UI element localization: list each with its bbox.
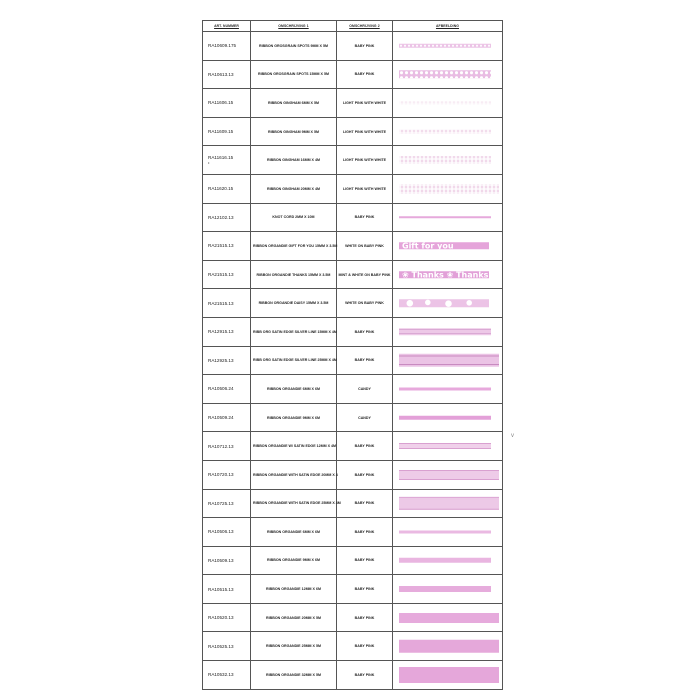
article-number-cell <box>203 575 251 604</box>
table-row <box>203 146 503 175</box>
image-cell <box>393 60 503 89</box>
article-number-cell <box>203 346 251 375</box>
table-row <box>203 489 503 518</box>
table-row <box>203 375 503 404</box>
image-cell <box>393 403 503 432</box>
image-cell <box>393 260 503 289</box>
ribbon-swatch-dots-large <box>399 71 491 79</box>
description-cell: RIBBON ORGANDIE 32MM X 5M <box>251 661 337 690</box>
image-cell <box>393 375 503 404</box>
article-number-cell <box>203 289 251 318</box>
ribbon-swatch-plain <box>399 613 499 623</box>
color-cell: BABY PINK <box>337 346 393 375</box>
image-cell <box>393 89 503 118</box>
table-row <box>203 117 503 146</box>
color-cell: BABY PINK <box>337 489 393 518</box>
table-row <box>203 632 503 661</box>
ribbon-print-text: Gift for you <box>402 242 454 250</box>
header-description-1: OMSCHRIJVING 1 <box>251 21 337 32</box>
ribbon-swatch-edged <box>399 443 491 449</box>
article-number: RA10506.24 <box>208 386 234 392</box>
ribbon-print-text: ❀ Thanks ❀ Thanks <box>402 270 489 279</box>
description-cell: RIBBON ORGANDIE W/ SATIN EDGE 12MM X 4M <box>251 432 337 461</box>
ribbon-swatch-edged <box>399 497 499 510</box>
description-cell: KNOT CORD 2MM X 10M <box>251 203 337 232</box>
ribbon-swatch-daisy <box>399 299 489 307</box>
image-cell <box>393 460 503 489</box>
table-body <box>203 32 503 690</box>
color-cell: BABY PINK <box>337 603 393 632</box>
table-row <box>203 546 503 575</box>
color-cell: BABY PINK <box>337 632 393 661</box>
description-cell: RIBBON ORGANDIE 25MM X 5M <box>251 632 337 661</box>
color-cell: BABY PINK <box>337 432 393 461</box>
article-number: RA10509.13 <box>208 557 234 563</box>
article-number: RA10532.13 <box>208 672 234 678</box>
image-cell <box>393 603 503 632</box>
article-number-cell <box>203 89 251 118</box>
description-cell: RIBBON ORGANDIE 9MM X 6M <box>251 403 337 432</box>
article-number: RA10520.13 <box>208 615 234 621</box>
article-number-cell <box>203 432 251 461</box>
image-cell <box>393 117 503 146</box>
description-cell: RIBBON GINGHAM 20MM X 4M <box>251 174 337 203</box>
handwritten-mark: • <box>208 160 210 166</box>
table-header-row <box>203 21 503 32</box>
description-cell: RIBBON GINGHAM 6MM X 5M <box>251 89 337 118</box>
article-number: RA12925.13 <box>208 357 234 363</box>
table-row <box>203 203 503 232</box>
table-row <box>203 89 503 118</box>
image-cell <box>393 32 503 61</box>
ribbon-swatch-plain <box>399 415 491 420</box>
ribbon-swatch-lined <box>399 328 491 336</box>
article-number: RA12915.13 <box>208 329 234 335</box>
color-cell: MINT & WHITE ON BABY PINK <box>337 260 393 289</box>
color-cell: BABY PINK <box>337 460 393 489</box>
ribbon-swatch-plain <box>399 667 499 683</box>
ribbon-swatch-gingham <box>399 184 499 194</box>
stray-mark: v <box>511 433 514 439</box>
article-number-cell <box>203 117 251 146</box>
image-cell <box>393 346 503 375</box>
table-row <box>203 460 503 489</box>
image-cell <box>393 203 503 232</box>
article-number: RA11620.15 <box>208 186 234 192</box>
table-row <box>203 346 503 375</box>
article-number-cell <box>203 317 251 346</box>
table-row <box>203 174 503 203</box>
color-cell: LIGHT PINK WITH WHITE <box>337 174 393 203</box>
description-cell: RIBBON GROSGRAIN SPOTS 15MM X 5M <box>251 60 337 89</box>
header-image: AFBEELDING <box>393 21 503 32</box>
article-number: RA11616.15 <box>208 155 234 161</box>
article-number: RA10506.13 <box>208 529 234 535</box>
article-number-cell <box>203 203 251 232</box>
article-number: RA10609.175 <box>208 43 237 49</box>
article-number-cell <box>203 661 251 690</box>
article-number-cell <box>203 232 251 261</box>
color-cell: BABY PINK <box>337 203 393 232</box>
table-row <box>203 232 503 261</box>
image-cell <box>393 317 503 346</box>
article-number-cell <box>203 146 251 175</box>
article-number: RA10613.13 <box>208 71 234 77</box>
image-cell <box>393 661 503 690</box>
description-cell: RIBBON GROSGRAIN SPOTS 9MM X 5M <box>251 32 337 61</box>
article-number: RA21515.13 <box>208 243 234 249</box>
color-cell: LIGHT PINK WITH WHITE <box>337 89 393 118</box>
article-number: RA21515.13 <box>208 300 234 306</box>
article-number: RA11606.15 <box>208 100 234 106</box>
article-number-cell <box>203 460 251 489</box>
ribbon-swatch-text <box>399 242 489 250</box>
article-number-cell <box>203 32 251 61</box>
ribbon-swatch-gingham <box>399 101 491 104</box>
article-number: RA12102.13 <box>208 214 234 220</box>
table-row <box>203 403 503 432</box>
article-number-cell <box>203 546 251 575</box>
header-article-number: ART. NUMMER <box>203 21 251 32</box>
description-cell: RIBBON GINGHAM 9MM X 5M <box>251 117 337 146</box>
color-cell: BABY PINK <box>337 518 393 547</box>
color-cell: CANDY <box>337 375 393 404</box>
article-number-cell <box>203 403 251 432</box>
ribbon-swatch-dots <box>399 44 491 49</box>
article-number: RA10725.13 <box>208 500 234 506</box>
image-cell <box>393 289 503 318</box>
table-row <box>203 317 503 346</box>
color-cell: LIGHT PINK WITH WHITE <box>337 117 393 146</box>
article-number: RA10720.13 <box>208 472 234 478</box>
article-number-cell <box>203 375 251 404</box>
color-cell: WHITE ON BABY PINK <box>337 289 393 318</box>
image-cell <box>393 518 503 547</box>
ribbon-swatch-gingham <box>399 156 491 164</box>
table-row <box>203 432 503 461</box>
description-cell: RIBBON ORGANDIE WITH SATIN EDGE 25MM X 4M <box>251 489 337 518</box>
color-cell: BABY PINK <box>337 575 393 604</box>
color-cell: BABY PINK <box>337 546 393 575</box>
article-number: RA10509.24 <box>208 415 234 421</box>
description-cell: RIBBON ORGANDIE DAISY 15MM X 3.5M <box>251 289 337 318</box>
color-cell: BABY PINK <box>337 317 393 346</box>
ribbon-swatch-plain <box>399 586 491 592</box>
ribbon-swatch-cord <box>399 217 491 219</box>
image-cell <box>393 546 503 575</box>
article-number: RA10712.13 <box>208 443 234 449</box>
article-number: RA10515.13 <box>208 586 234 592</box>
article-number-cell <box>203 489 251 518</box>
article-number: RA21515.13 <box>208 272 234 278</box>
image-cell <box>393 575 503 604</box>
article-number-cell <box>203 60 251 89</box>
article-number-cell <box>203 603 251 632</box>
description-cell: RIBBON ORGANDIE GIFT FOR YOU 15MM X 3.5M <box>251 232 337 261</box>
ribbon-swatch-text <box>399 271 489 279</box>
image-cell <box>393 232 503 261</box>
article-number: RA11609.15 <box>208 129 234 135</box>
description-cell: RIBBON ORGANDIE 9MM X 6M <box>251 546 337 575</box>
description-cell: RIBBON ORGANDIE 20MM X 5M <box>251 603 337 632</box>
description-cell: RIBBON ORGANDIE THANKS 15MM X 3.5M <box>251 260 337 289</box>
article-number-cell <box>203 518 251 547</box>
color-cell: BABY PINK <box>337 32 393 61</box>
table-row <box>203 60 503 89</box>
description-cell: RIBBON ORGANDIE WITH SATIN EDGE 20MM X 4 <box>251 460 337 489</box>
article-number-cell <box>203 174 251 203</box>
product-table <box>202 20 503 690</box>
image-cell <box>393 489 503 518</box>
description-cell: RIBB ORG SATIN EDGE SILVER LINE 15MM X 4M <box>251 317 337 346</box>
header-description-2: OMSCHRIJVING 2 <box>337 21 393 32</box>
image-cell <box>393 174 503 203</box>
ribbon-swatch-plain <box>399 558 491 563</box>
ribbon-swatch-lined <box>399 354 499 367</box>
color-cell: CANDY <box>337 403 393 432</box>
product-sheet <box>202 20 502 700</box>
ribbon-swatch-edged <box>399 470 499 480</box>
ribbon-swatch-plain <box>399 640 499 653</box>
table-row <box>203 260 503 289</box>
description-cell: RIBBON GINGHAM 16MM X 4M <box>251 146 337 175</box>
table-row <box>203 289 503 318</box>
image-cell <box>393 432 503 461</box>
table-row <box>203 518 503 547</box>
ribbon-swatch-plain <box>399 530 491 533</box>
ribbon-swatch-plain <box>399 387 491 390</box>
description-cell: RIBBON ORGANDIE 6MM X 6M <box>251 518 337 547</box>
table-row <box>203 32 503 61</box>
color-cell: WHITE ON BABY PINK <box>337 232 393 261</box>
description-cell: RIBB ORG SATIN EDGE SILVER LINE 25MM X 4M <box>251 346 337 375</box>
article-number-cell <box>203 632 251 661</box>
article-number: RA10525.13 <box>208 643 234 649</box>
color-cell: BABY PINK <box>337 661 393 690</box>
table-row <box>203 575 503 604</box>
table-row <box>203 661 503 690</box>
description-cell: RIBBON ORGANDIE 12MM X 6M <box>251 575 337 604</box>
ribbon-swatch-gingham <box>399 129 491 134</box>
description-cell: RIBBON ORGANDIE 6MM X 6M <box>251 375 337 404</box>
color-cell: BABY PINK <box>337 60 393 89</box>
image-cell <box>393 632 503 661</box>
table-row <box>203 603 503 632</box>
article-number-cell <box>203 260 251 289</box>
color-cell: LIGHT PINK WITH WHITE <box>337 146 393 175</box>
image-cell <box>393 146 503 175</box>
